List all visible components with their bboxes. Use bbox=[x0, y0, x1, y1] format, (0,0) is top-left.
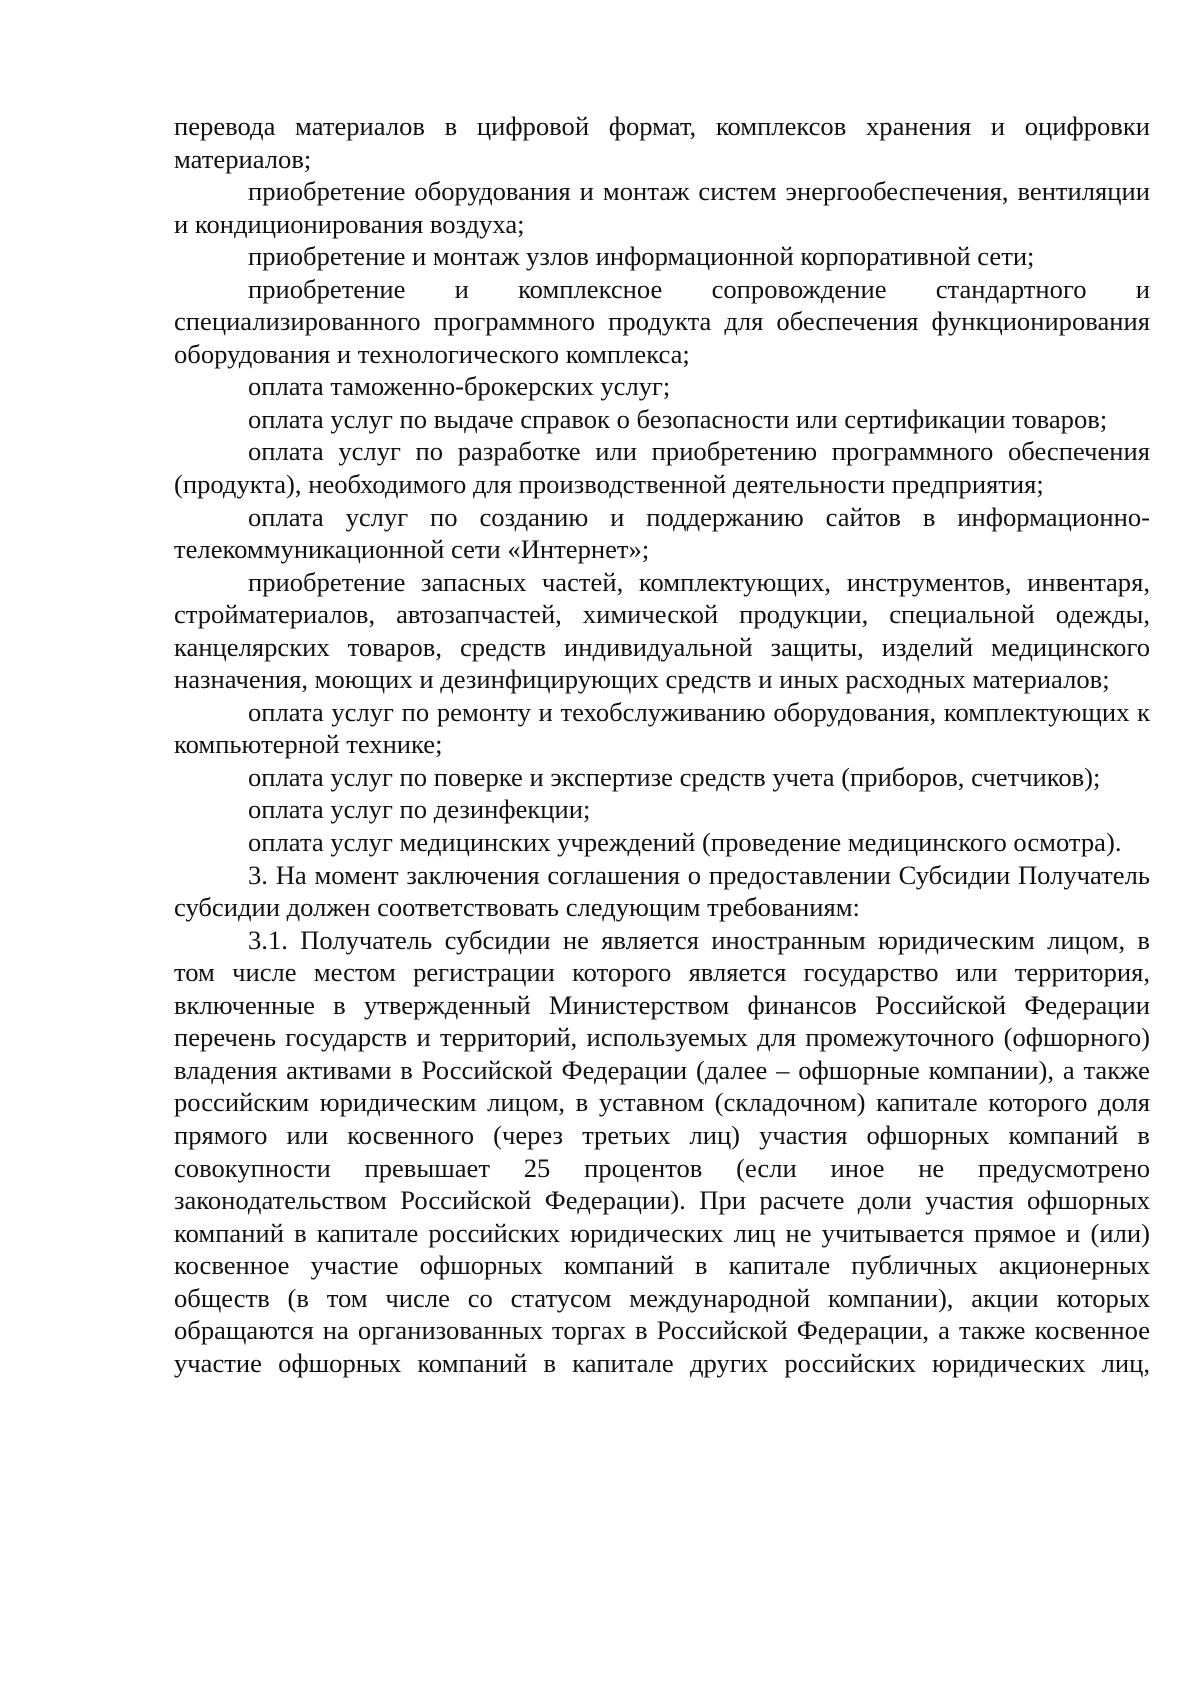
list-item-website-services: оплата услуг по созданию и поддержанию сайтов в информационно-телекоммуникационной сети «Интернет»; bbox=[174, 501, 1150, 565]
list-item-disinfection: оплата услуг по дезинфекции; bbox=[248, 794, 591, 825]
list-item-equipment-energy: приобретение оборудования и монтаж систем энергообеспечения, вентиляции и кондиционирования воздуха; bbox=[174, 176, 1150, 239]
document-page bbox=[174, 110, 1150, 1379]
list-item-safety-certification: оплата услуг по выдаче справок о безопасности или сертификации товаров; bbox=[248, 403, 1108, 434]
list-item-metering-verification: оплата услуг по поверке и экспертизе средств учета (приборов, счетчиков); bbox=[248, 761, 1101, 792]
list-item-software-development: оплата услуг по разработке или приобретению программного обеспечения (продукта), необходимого для производственной деятельности предприятия; bbox=[174, 436, 1150, 500]
list-item-software-support: приобретение и комплексное сопровождение стандартного и специализированного программного продукта для обеспечения функционирования оборудования и технологического комплекса; bbox=[174, 273, 1150, 369]
section-3-requirements: 3. На момент заключения соглашения о предоставлении Субсидии Получатель субсидии должен соответствовать следующим требованиям: bbox=[174, 859, 1150, 923]
section-3-1-offshore: 3.1. Получатель субсидии не является иностранным юридическим лицом, в том числе местом регистрации которого является государство или территория, включенные в утвержденный Министерством финансов Российской Федерации перечень государств и территорий, используемых для промежуточного (офшорного) владения активами в Российской Федерации (далее – офшорные компании), а также российским юридическим лицом, в уставном (складочном) капитале которого доля прямого или косвенного (через третьих лиц) участия офшорных компаний в совокупности превышает 25 процентов (если иное не предусмотрено законодательством Российской Федерации). При расчете доли участия офшорных компаний в капитале российских юридических лиц не учитывается прямое и (или) косвенное участие офшорных компаний в капитале публичных акционерных обществ (в том числе со статусом международной компании), акции которых обращаются на организованных торгах в Российской Федерации, а также косвенное участие офшорных компаний в капитале других российских юридических лиц, bbox=[174, 924, 1150, 1378]
list-item-medical-services: оплата услуг медицинских учреждений (проведение медицинского осмотра). bbox=[248, 827, 1122, 858]
list-item-repair-maintenance: оплата услуг по ремонту и техобслуживанию оборудования, комплектующих к компьютерной технике; bbox=[174, 696, 1150, 760]
list-item-customs-brokerage: оплата таможенно-брокерских услуг; bbox=[248, 371, 671, 402]
paragraph-continuation: перевода материалов в цифровой формат, комплексов хранения и оцифровки материалов; bbox=[174, 111, 1150, 174]
list-item-network-nodes: приобретение и монтаж узлов информационной корпоративной сети; bbox=[248, 241, 1035, 272]
list-item-spare-parts: приобретение запасных частей, комплектующих, инструментов, инвентаря, стройматериалов, автозапчастей, химической продукции, специальной одежды, канцелярских товаров, средств индивидуальной защиты, изделий медицинского назначения, моющих и дезинфицирующих средств и иных расходных материалов; bbox=[174, 566, 1150, 695]
